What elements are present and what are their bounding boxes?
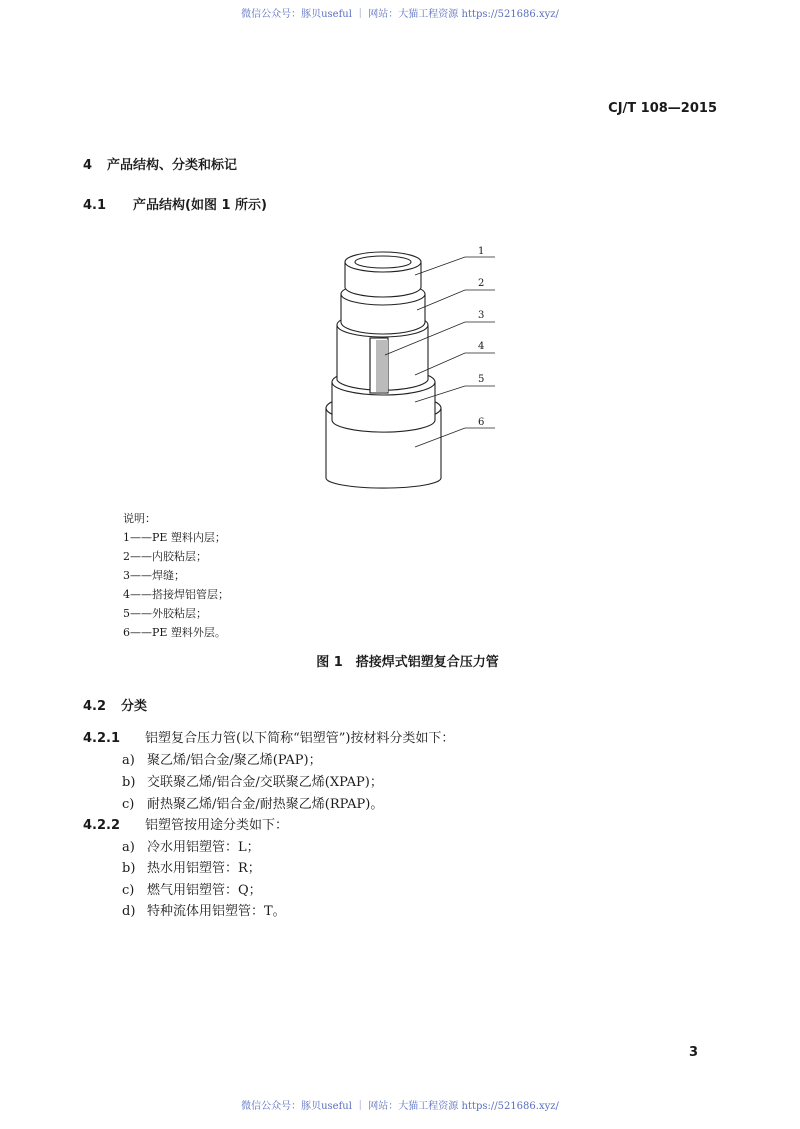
clause-text: 铝塑管按用途分类如下：	[145, 818, 289, 833]
item-label: b)	[122, 775, 136, 790]
callout-6: 6	[478, 417, 485, 428]
legend-item: 5——外胶粘层；	[123, 607, 207, 620]
legend-item: 6——PE 塑料外层。	[123, 626, 226, 639]
callout-5: 5	[478, 374, 485, 385]
list-item	[122, 862, 261, 875]
legend-title: 说明：	[123, 512, 156, 525]
clause-4-2-2	[83, 819, 288, 832]
watermark-bottom: 微信公众号：豚贝useful ｜ 网站：大猫工程资源 https://521686.xyz/	[241, 1101, 559, 1112]
list-item	[122, 776, 383, 789]
legend-item: 1——PE 塑料内层；	[123, 531, 226, 544]
legend-item: 4——搭接焊铝管层；	[123, 588, 229, 601]
item-label: a)	[122, 753, 135, 768]
section-4-1-heading	[83, 199, 267, 212]
section-number: 4.2	[83, 699, 107, 714]
section-4-2-heading	[83, 700, 147, 713]
legend-item: 2——内胶粘层；	[123, 550, 207, 563]
section-4-heading	[83, 159, 237, 172]
clause-text: 铝塑复合压力管(以下简称“铝塑管”)按材料分类如下：	[145, 731, 455, 746]
section-title: 分类	[121, 699, 148, 714]
clause-number: 4.2.1	[83, 731, 121, 746]
list-item	[122, 841, 260, 854]
item-text: 特种流体用铝塑管：T。	[147, 904, 286, 919]
item-text: 冷水用铝塑管：L；	[147, 840, 260, 855]
item-label: d)	[122, 904, 136, 919]
item-text: 耐热聚乙烯/铝合金/耐热聚乙烯(RPAP)。	[147, 797, 384, 812]
item-text: 交联聚乙烯/铝合金/交联聚乙烯(XPAP)；	[147, 775, 383, 790]
section-title: 产品结构(如图 1 所示)	[133, 198, 267, 213]
list-item	[122, 754, 322, 767]
item-label: c)	[122, 797, 135, 812]
item-label: b)	[122, 861, 136, 876]
callout-1: 1	[478, 246, 485, 257]
callout-4: 4	[478, 341, 485, 352]
watermark-top: 微信公众号：豚贝useful ｜ 网站：大猫工程资源 https://521686.xyz/	[241, 9, 559, 20]
item-text: 热水用铝塑管：R；	[147, 861, 261, 876]
figure-caption: 图 1 搭接焊式铝塑复合压力管	[316, 655, 499, 670]
item-text: 聚乙烯/铝合金/聚乙烯(PAP)；	[147, 753, 322, 768]
item-label: a)	[122, 840, 135, 855]
section-number: 4	[83, 158, 93, 173]
callout-2: 2	[478, 278, 485, 289]
section-number: 4.1	[83, 198, 107, 213]
item-label: c)	[122, 883, 135, 898]
page-number: 3	[689, 1045, 699, 1060]
section-title: 产品结构、分类和标记	[107, 158, 238, 173]
callout-3: 3	[478, 310, 485, 321]
clause-number: 4.2.2	[83, 818, 121, 833]
list-item	[122, 798, 383, 811]
list-item	[122, 884, 262, 897]
legend-item: 3——焊缝；	[123, 569, 185, 582]
standard-code: CJ/T 108—2015	[608, 101, 717, 116]
clause-4-2-1	[83, 732, 454, 745]
list-item	[122, 905, 286, 918]
pipe-layer-1	[345, 252, 421, 297]
item-text: 燃气用铝塑管：Q；	[147, 883, 262, 898]
